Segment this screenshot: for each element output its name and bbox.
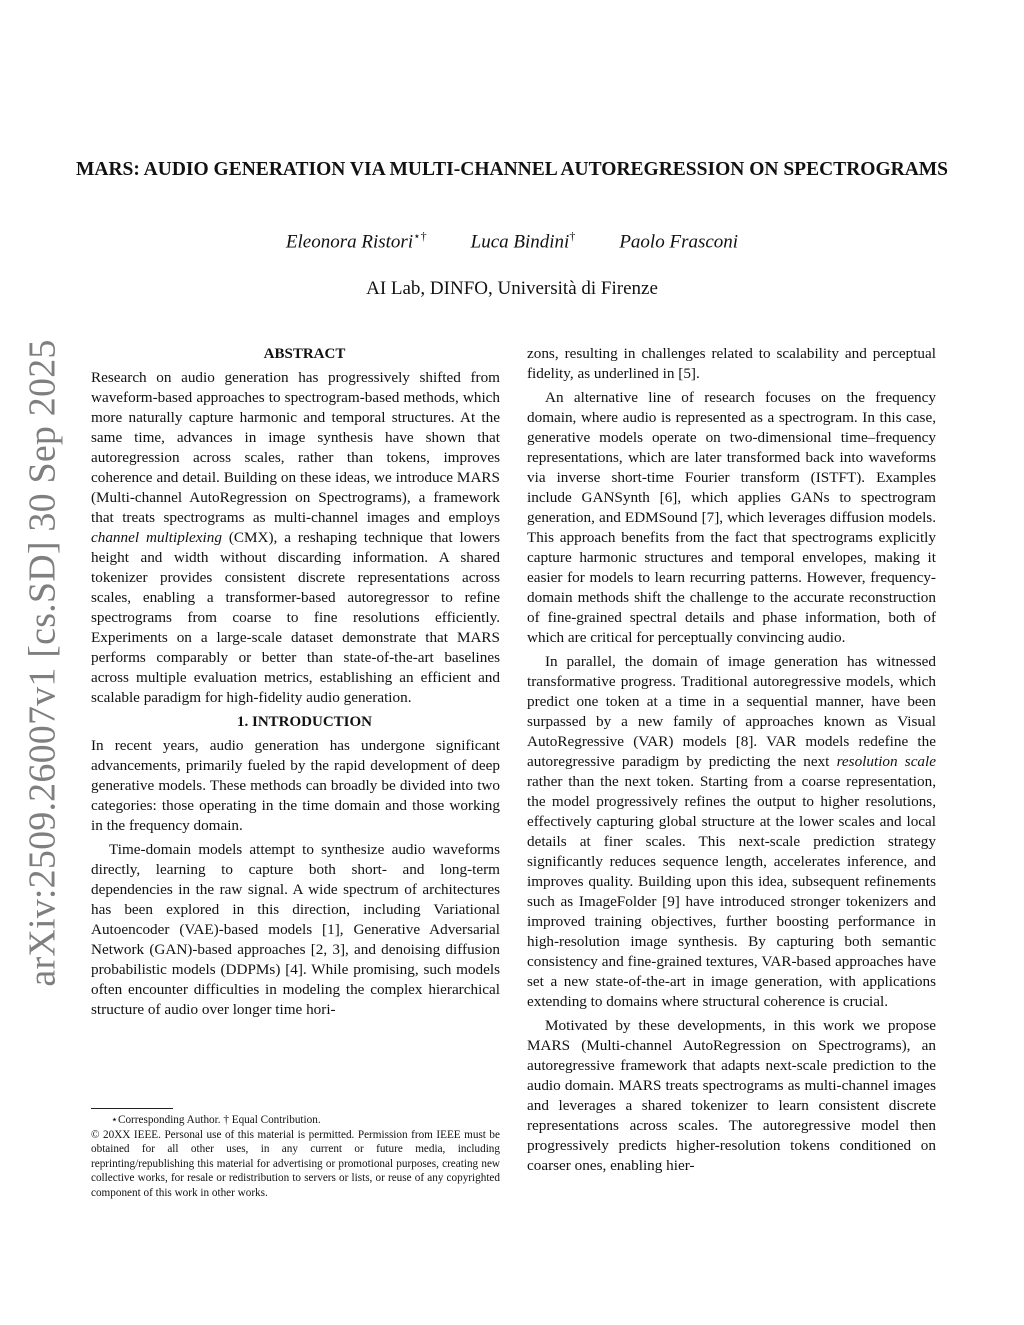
author-1 [286,229,427,253]
footnote-copyright: © 20XX IEEE. Personal use of this material is permitted. Permission from IEEE must be obtained for all other uses, in any current or future media, including reprinting/republishing this material for advertising or promotional purposes, creating new collective works, for resale or redistribution to servers or lists, or reuse of any copyrighted component of this work in other works. [91,1128,500,1199]
author-name: Paolo Frasconi [619,231,739,253]
footnote-corresponding: ⋆Corresponding Author. † Equal Contribution. [111,1114,321,1126]
author-3 [619,229,738,253]
paper-title: MARS: AUDIO GENERATION VIA MULTI-CHANNEL AUTOREGRESSION ON SPECTROGRAMS [75,159,949,180]
intro-p4-text-start: In parallel, the domain of image generation has witnessed transformative progress. Traditional autoregressive models, which predict one token at a time in a sequential manner, have been surpassed by a new family of approaches known as Visual AutoRegressive (VAR) models [8]. VAR models redefine the autoregressive paradigm by predicting the next [527,653,936,770]
author-marks: ⋆† [413,229,427,243]
author-name: Luca Bindini [470,231,570,253]
intro-p4-emphasis: resolution scale [836,753,936,770]
arxiv-identifier-text: arXiv:2509.26007v1 [cs.SD] 30 Sep 2025 [22,339,64,987]
intro-paragraph-5: Motivated by these developments, in this work we propose MARS (Multi-channel AutoRegression on Spectrograms), an autoregressive framework that adapts next-scale prediction to the audio domain. MARS treats spectrograms as multi-channel images and leverages a shared tokenizer to learn consistent discrete representations across scales. The autoregressive model then progressively predicts higher-resolution tokens conditioned on coarser ones, enabling hier- [527,1017,936,1174]
footnote-rule [91,1108,173,1109]
affiliation: AI Lab, DINFO, Università di Firenze [366,278,658,299]
intro-paragraph-2: Time-domain models attempt to synthesize audio waveforms directly, learning to capture both short- and long-term dependencies in the raw signal. A wide spectrum of architectures has been explored in this direction, including Variational Autoencoder (VAE)-based models [1], Generative Adversarial Network (GAN)-based approaches [2, 3], and denoising diffusion probabilistic models (DDPMs) [4]. While promising, such models often encounter difficulties in modeling the complex hierarchical structure of audio over longer time hori- [91,841,500,1018]
left-column [91,344,500,1020]
abstract-heading: ABSTRACT [263,346,346,362]
footnotes [91,1108,500,1200]
author-marks: † [569,229,576,243]
intro-paragraph-1: In recent years, audio generation has undergone significant advancements, primarily fueled by the rapid development of deep generative models. These methods can broadly be divided into two categories: those operating in the time domain and those working in the frequency domain. [91,737,500,834]
introduction-heading: 1. INTRODUCTION [236,714,372,730]
right-column [527,344,936,1176]
intro-paragraph-4 [527,652,936,1012]
author-name: Eleonora Ristori [285,231,414,253]
author-list [0,229,1024,253]
intro-p4-text-end: rather than the next token. Starting from a coarse representation, the model progressively refines the output to higher resolutions, effectively capturing global structure at the lower scales and local details at finer scales. This next-scale prediction strategy significantly reduces sequence length, accelerates inference, and improves quality. Building upon this idea, subsequent refinements such as ImageFolder [9] have introduced stronger tokenizers and improved training objectives, further boosting performance in high-resolution image synthesis. By capturing both semantic consistency and fine-grained textures, VAR-based approaches have set a new state-of-the-art in image generation, with applications extending to domains where structural coherence is crucial. [527,773,936,1010]
author-2 [471,229,576,253]
intro-paragraph-3: An alternative line of research focuses on the frequency domain, where audio is represented as a spectrogram. In this case, generative models operate on two-dimensional time–frequency representations, which are later transformed back into waveforms via inverse short-time Fourier transform (ISTFT). Examples include GANSynth [6], which applies GANs to spectrogram generation, and EDMSound [7], which leverages diffusion models. This approach benefits from the fact that spectrograms explicitly capture harmonic structures and temporal envelopes, making it easier for models to learn recurring patterns. However, frequency-domain methods shift the challenge to the accurate reconstruction of fine-grained spectral details and phase information, both of which are critical for perceptually convincing audio. [527,389,936,646]
abstract-text-end: (CMX), a reshaping technique that lowers height and width without discarding information. A shared tokenizer provides consistent discrete representations across scales, enabling a transformer-based autoregressor to refine spectrograms from coarse to fine resolutions efficiently. Experiments on a large-scale dataset demonstrate that MARS performs comparably or better than state-of-the-art baselines across multiple evaluation metrics, establishing an efficient and scalable paradigm for high-fidelity audio generation. [91,529,500,706]
abstract-emphasis: channel multiplexing [91,529,222,546]
abstract-body [91,368,500,708]
intro-paragraph-2-continued: zons, resulting in challenges related to scalability and perceptual fidelity, as underlined in [5]. [527,345,936,382]
arxiv-identifier-stamp [20,339,66,987]
abstract-text-start: Research on audio generation has progressively shifted from waveform-based approaches to spectrogram-based methods, which more naturally capture harmonic and temporal structures. At the same time, advances in image synthesis have shown that autoregression across scales, rather than tokens, improves coherence and detail. Building on these ideas, we introduce MARS (Multi-channel AutoRegression on Spectrograms), a framework that treats spectrograms as multi-channel images and employs [91,369,500,526]
